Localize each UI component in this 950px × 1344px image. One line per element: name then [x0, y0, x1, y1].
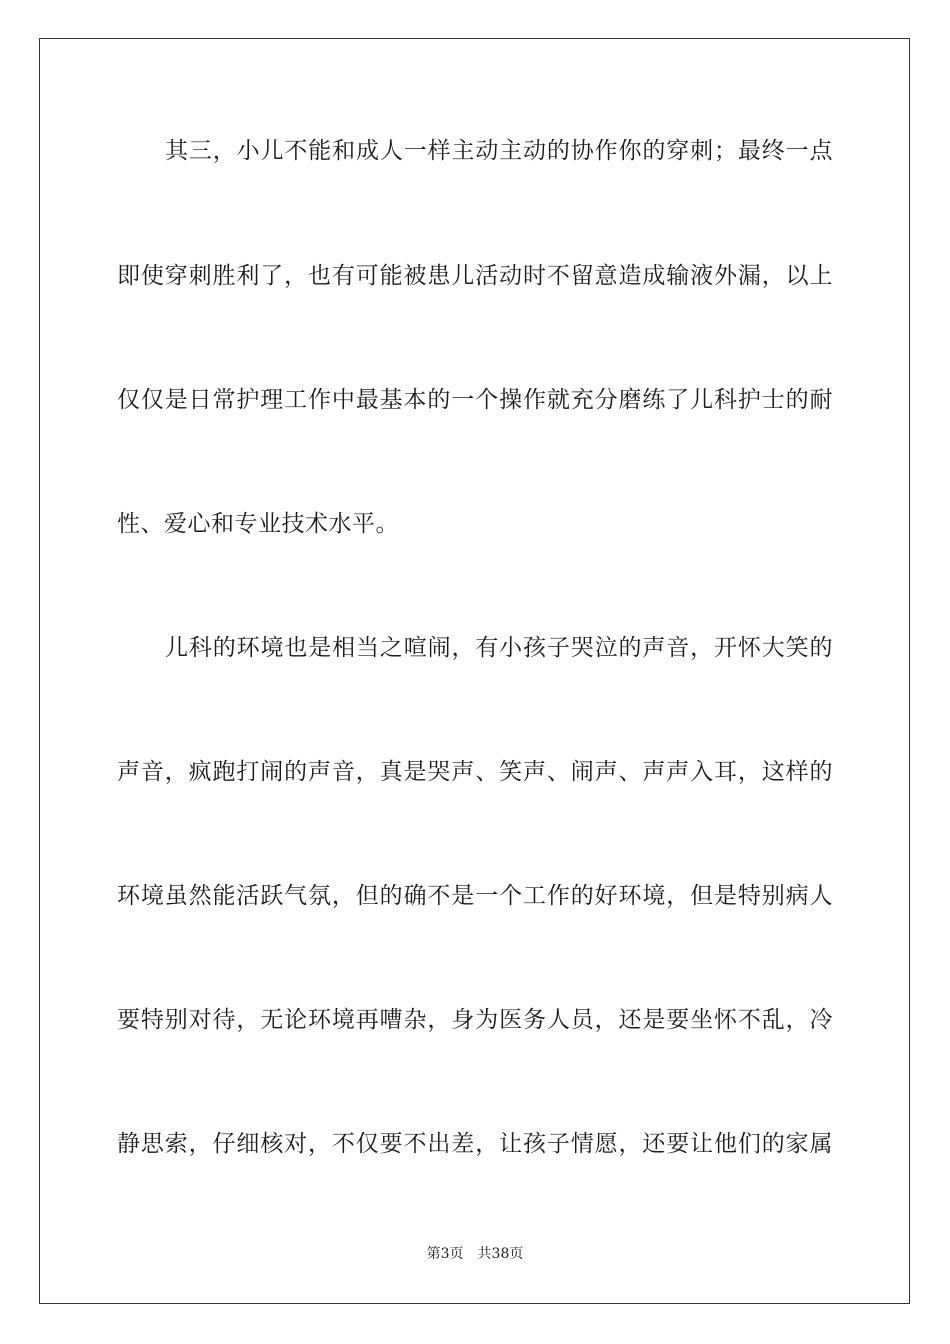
paragraph-2-line-1: 儿科的环境也是相当之喧闹，有小孩子哭泣的声音，开怀大笑的: [165, 635, 833, 661]
page-border: [39, 38, 910, 1304]
paragraph-2-line-2: 声音，疯跑打闹的声音，真是哭声、笑声、闹声、声声入耳，这样的: [117, 759, 833, 785]
paragraph-2-line-5: 静思索，仔细核对，不仅要不出差，让孩子情愿，还要让他们的家属: [117, 1131, 833, 1157]
page-footer: [0, 1245, 950, 1263]
paragraph-1-line-3: 仅仅是日常护理工作中最基本的一个操作就充分磨练了儿科护士的耐: [117, 387, 833, 413]
paragraph-2-line-4: 要特别对待，无论环境再嘈杂，身为医务人员，还是要坐怀不乱，冷: [117, 1007, 833, 1033]
paragraph-1-line-2: 即使穿刺胜利了，也有可能被患儿活动时不留意造成输液外漏，以上: [117, 263, 833, 289]
paragraph-1-line-1: 其三，小儿不能和成人一样主动主动的协作你的穿刺；最终一点: [165, 138, 833, 164]
paragraph-1-line-4: 性、爱心和专业技术水平。: [117, 511, 399, 537]
page-number: 第3页: [426, 1246, 464, 1262]
page-total: 共38页: [477, 1246, 524, 1262]
paragraph-2-line-3: 环境虽然能活跃气氛，但的确不是一个工作的好环境，但是特别病人: [117, 883, 833, 909]
